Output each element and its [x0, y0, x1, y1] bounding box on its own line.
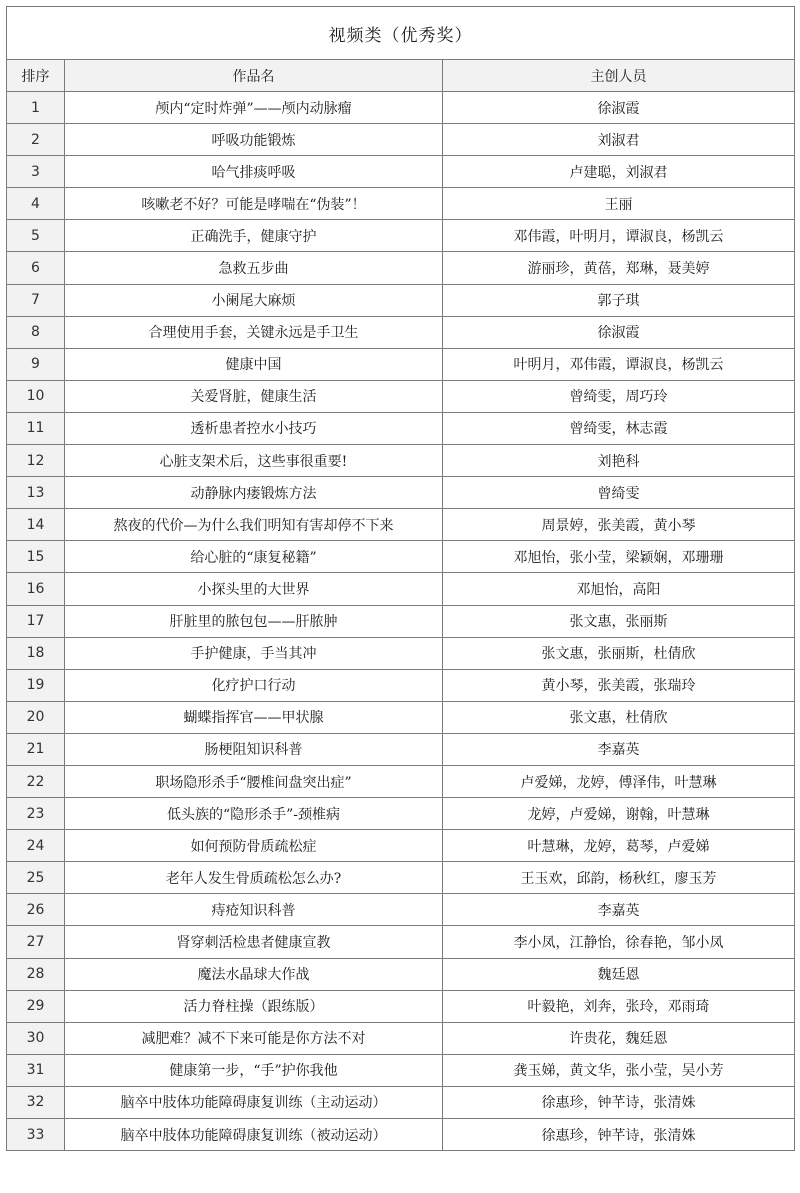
table-row: [7, 573, 795, 605]
work-name-cell: 手护健康，手当其冲: [65, 637, 443, 669]
row-number: 11: [7, 412, 65, 444]
table-row: [7, 830, 795, 862]
row-number: 28: [7, 958, 65, 990]
creators-cell: 王丽: [443, 188, 795, 220]
creators-cell: 刘淑君: [443, 124, 795, 156]
table-row: [7, 798, 795, 830]
table-row: [7, 541, 795, 573]
header-rank: 排序: [7, 60, 65, 92]
creators-cell: 游丽珍，黄蓓，郑琳，聂美婷: [443, 252, 795, 284]
row-number: 2: [7, 124, 65, 156]
work-name-cell: 健康中国: [65, 348, 443, 380]
creators-cell: 曾绮雯，林志霞: [443, 412, 795, 444]
work-name-cell: 脑卒中肢体功能障碍康复训练（被动运动）: [65, 1119, 443, 1151]
table-row: [7, 509, 795, 541]
creators-cell: 张文惠，张丽斯: [443, 605, 795, 637]
creators-cell: 魏廷恩: [443, 958, 795, 990]
work-name-cell: 心脏支架术后，这些事很重要!: [65, 445, 443, 477]
table-title: 视频类（优秀奖）: [7, 7, 795, 60]
work-name-cell: 给心脏的“康复秘籍”: [65, 541, 443, 573]
header-creators: 主创人员: [443, 60, 795, 92]
creators-cell: 刘艳科: [443, 445, 795, 477]
work-name-cell: 正确洗手，健康守护: [65, 220, 443, 252]
row-number: 22: [7, 765, 65, 797]
row-number: 18: [7, 637, 65, 669]
work-name-cell: 低头族的“隐形杀手”-颈椎病: [65, 798, 443, 830]
row-number: 19: [7, 669, 65, 701]
creators-cell: 叶明月，邓伟霞，谭淑良，杨凯云: [443, 348, 795, 380]
work-name-cell: 合理使用手套，关键永远是手卫生: [65, 316, 443, 348]
work-name-cell: 职场隐形杀手“腰椎间盘突出症”: [65, 765, 443, 797]
award-table: [6, 6, 795, 1151]
row-number: 6: [7, 252, 65, 284]
work-name-cell: 咳嗽老不好？可能是哮喘在“伪装”！: [65, 188, 443, 220]
row-number: 4: [7, 188, 65, 220]
table-row: [7, 1022, 795, 1054]
table-row: [7, 445, 795, 477]
row-number: 31: [7, 1054, 65, 1086]
table-row: [7, 1054, 795, 1086]
table-row: [7, 316, 795, 348]
table-row: [7, 669, 795, 701]
creators-cell: 李小凤，江静怡，徐春艳，邹小凤: [443, 926, 795, 958]
table-row: [7, 284, 795, 316]
creators-cell: 王玉欢，邱韵，杨秋红，廖玉芳: [443, 862, 795, 894]
row-number: 33: [7, 1119, 65, 1151]
work-name-cell: 老年人发生骨质疏松怎么办?: [65, 862, 443, 894]
award-table-sheet: [6, 6, 794, 1151]
creators-cell: 叶慧琳，龙婷，葛琴，卢爱娣: [443, 830, 795, 862]
creators-cell: 徐惠珍，钟芊诗，张清姝: [443, 1119, 795, 1151]
row-number: 7: [7, 284, 65, 316]
creators-cell: 邓旭怡，张小莹，梁颖娴，邓珊珊: [443, 541, 795, 573]
row-number: 20: [7, 701, 65, 733]
row-number: 8: [7, 316, 65, 348]
row-number: 30: [7, 1022, 65, 1054]
work-name-cell: 化疗护口行动: [65, 669, 443, 701]
creators-cell: 周景婷，张美霞，黄小琴: [443, 509, 795, 541]
creators-cell: 李嘉英: [443, 733, 795, 765]
work-name-cell: 减肥难？减不下来可能是你方法不对: [65, 1022, 443, 1054]
creators-cell: 曾绮雯，周巧玲: [443, 380, 795, 412]
creators-cell: 邓旭怡，高阳: [443, 573, 795, 605]
row-number: 3: [7, 156, 65, 188]
row-number: 13: [7, 477, 65, 509]
work-name-cell: 肝脏里的脓包包——肝脓肿: [65, 605, 443, 637]
table-row: [7, 862, 795, 894]
row-number: 10: [7, 380, 65, 412]
work-name-cell: 蝴蝶指挥官——甲状腺: [65, 701, 443, 733]
work-name-cell: 魔法水晶球大作战: [65, 958, 443, 990]
table-row: [7, 252, 795, 284]
creators-cell: 李嘉英: [443, 894, 795, 926]
work-name-cell: 颅内“定时炸弹”——颅内动脉瘤: [65, 92, 443, 124]
creators-cell: 徐淑霞: [443, 316, 795, 348]
row-number: 17: [7, 605, 65, 637]
table-row: [7, 894, 795, 926]
work-name-cell: 关爱肾脏，健康生活: [65, 380, 443, 412]
creators-cell: 叶毅艳，刘奔，张玲，邓雨琦: [443, 990, 795, 1022]
work-name-cell: 小阑尾大麻烦: [65, 284, 443, 316]
creators-cell: 曾绮雯: [443, 477, 795, 509]
table-row: [7, 220, 795, 252]
row-number: 29: [7, 990, 65, 1022]
creators-cell: 许贵花，魏廷恩: [443, 1022, 795, 1054]
row-number: 25: [7, 862, 65, 894]
creators-cell: 徐淑霞: [443, 92, 795, 124]
creators-cell: 郭子琪: [443, 284, 795, 316]
work-name-cell: 哈气排痰呼吸: [65, 156, 443, 188]
work-name-cell: 脑卒中肢体功能障碍康复训练（主动运动）: [65, 1086, 443, 1118]
table-row: [7, 1086, 795, 1118]
row-number: 9: [7, 348, 65, 380]
creators-cell: 卢爱娣，龙婷，傅泽伟，叶慧琳: [443, 765, 795, 797]
creators-cell: 卢建聪，刘淑君: [443, 156, 795, 188]
table-row: [7, 990, 795, 1022]
table-row: [7, 958, 795, 990]
header-work-name: 作品名: [65, 60, 443, 92]
work-name-cell: 熬夜的代价—为什么我们明知有害却停不下来: [65, 509, 443, 541]
table-row: [7, 477, 795, 509]
table-row: [7, 765, 795, 797]
table-row: [7, 348, 795, 380]
creators-cell: 龙婷，卢爱娣，谢翰，叶慧琳: [443, 798, 795, 830]
row-number: 1: [7, 92, 65, 124]
table-row: [7, 605, 795, 637]
table-row: [7, 926, 795, 958]
row-number: 27: [7, 926, 65, 958]
table-row: [7, 380, 795, 412]
creators-cell: 张文惠，杜倩欣: [443, 701, 795, 733]
table-row: [7, 701, 795, 733]
table-body: [7, 92, 795, 1151]
work-name-cell: 小探头里的大世界: [65, 573, 443, 605]
work-name-cell: 活力脊柱操（跟练版）: [65, 990, 443, 1022]
creators-cell: 邓伟霞，叶明月，谭淑良，杨凯云: [443, 220, 795, 252]
work-name-cell: 肾穿刺活检患者健康宣教: [65, 926, 443, 958]
table-row: [7, 124, 795, 156]
work-name-cell: 动静脉内瘘锻炼方法: [65, 477, 443, 509]
work-name-cell: 健康第一步，“手”护你我他: [65, 1054, 443, 1086]
creators-cell: 龚玉娣，黄文华，张小莹，吴小芳: [443, 1054, 795, 1086]
work-name-cell: 如何预防骨质疏松症: [65, 830, 443, 862]
creators-cell: 张文惠，张丽斯，杜倩欣: [443, 637, 795, 669]
row-number: 32: [7, 1086, 65, 1118]
creators-cell: 徐惠珍，钟芊诗，张清姝: [443, 1086, 795, 1118]
row-number: 5: [7, 220, 65, 252]
table-row: [7, 733, 795, 765]
work-name-cell: 急救五步曲: [65, 252, 443, 284]
header-row: [7, 60, 795, 92]
row-number: 14: [7, 509, 65, 541]
work-name-cell: 呼吸功能锻炼: [65, 124, 443, 156]
row-number: 24: [7, 830, 65, 862]
work-name-cell: 痔疮知识科普: [65, 894, 443, 926]
row-number: 21: [7, 733, 65, 765]
row-number: 23: [7, 798, 65, 830]
table-row: [7, 188, 795, 220]
table-row: [7, 1119, 795, 1151]
row-number: 16: [7, 573, 65, 605]
creators-cell: 黄小琴，张美霞，张瑞玲: [443, 669, 795, 701]
table-row: [7, 92, 795, 124]
row-number: 12: [7, 445, 65, 477]
row-number: 15: [7, 541, 65, 573]
work-name-cell: 肠梗阻知识科普: [65, 733, 443, 765]
table-row: [7, 412, 795, 444]
table-row: [7, 156, 795, 188]
table-row: [7, 637, 795, 669]
row-number: 26: [7, 894, 65, 926]
work-name-cell: 透析患者控水小技巧: [65, 412, 443, 444]
